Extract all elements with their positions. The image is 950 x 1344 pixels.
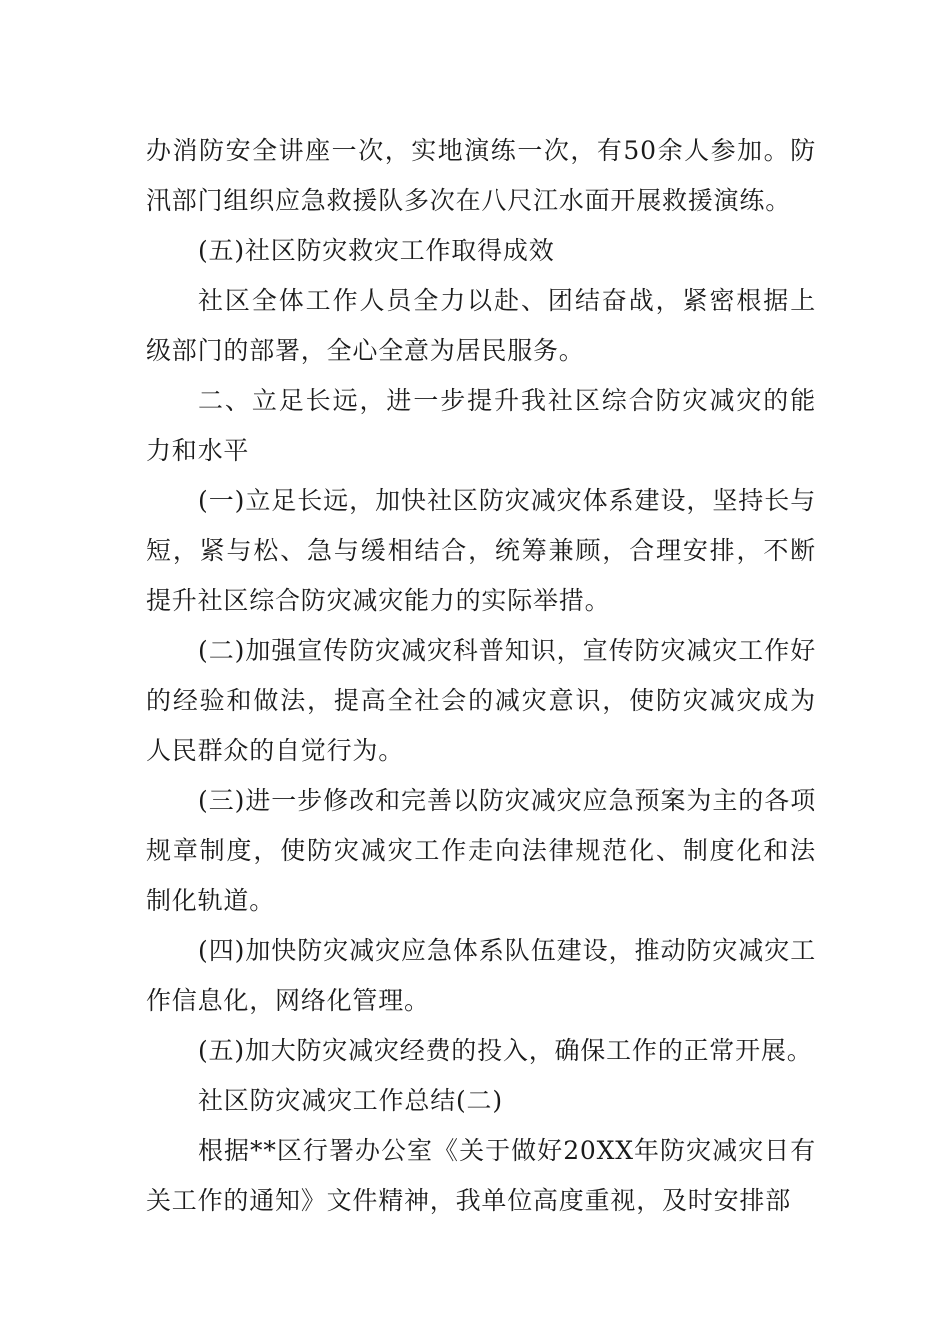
paragraph-9: (五)加大防灾减灾经费的投入，确保工作的正常开展。 bbox=[198, 1036, 813, 1065]
paragraph-7: (三)进一步修改和完善以防灾减灾应急预案为主的各项规章制度，使防灾减灾工作走向法律规范化、制度化和法制化轨道。 bbox=[146, 786, 816, 915]
paragraph-4: 二、立足长远，进一步提升我社区综合防灾减灾的能力和水平 bbox=[146, 386, 816, 465]
document-body bbox=[146, 126, 816, 1226]
section-heading: 社区防灾减灾工作总结(二) bbox=[198, 1086, 503, 1115]
paragraph-5: (一)立足长远，加快社区防灾减灾体系建设，坚持长与短，紧与松、急与缓相结合，统筹兼顾，合理安排，不断提升社区综合防灾减灾能力的实际举措。 bbox=[146, 486, 816, 615]
paragraph-11: 根据**区行署办公室《关于做好20XX年防灾减灾日有关工作的通知》文件精神，我单位高度重视，及时安排部 bbox=[146, 1136, 816, 1215]
paragraph-3: 社区全体工作人员全力以赴、团结奋战，紧密根据上级部门的部署，全心全意为居民服务。 bbox=[146, 286, 816, 365]
paragraph-8: (四)加快防灾减灾应急体系队伍建设，推动防灾减灾工作信息化，网络化管理。 bbox=[146, 936, 816, 1015]
paragraph-1: 办消防安全讲座一次，实地演练一次，有50余人参加。防汛部门组织应急救援队多次在八尺江水面开展救援演练。 bbox=[146, 136, 816, 215]
paragraph-6: (二)加强宣传防灾减灾科普知识，宣传防灾减灾工作好的经验和做法，提高全社会的减灾意识，使防灾减灾成为人民群众的自觉行为。 bbox=[146, 636, 816, 765]
paragraph-2: (五)社区防灾救灾工作取得成效 bbox=[198, 236, 555, 265]
